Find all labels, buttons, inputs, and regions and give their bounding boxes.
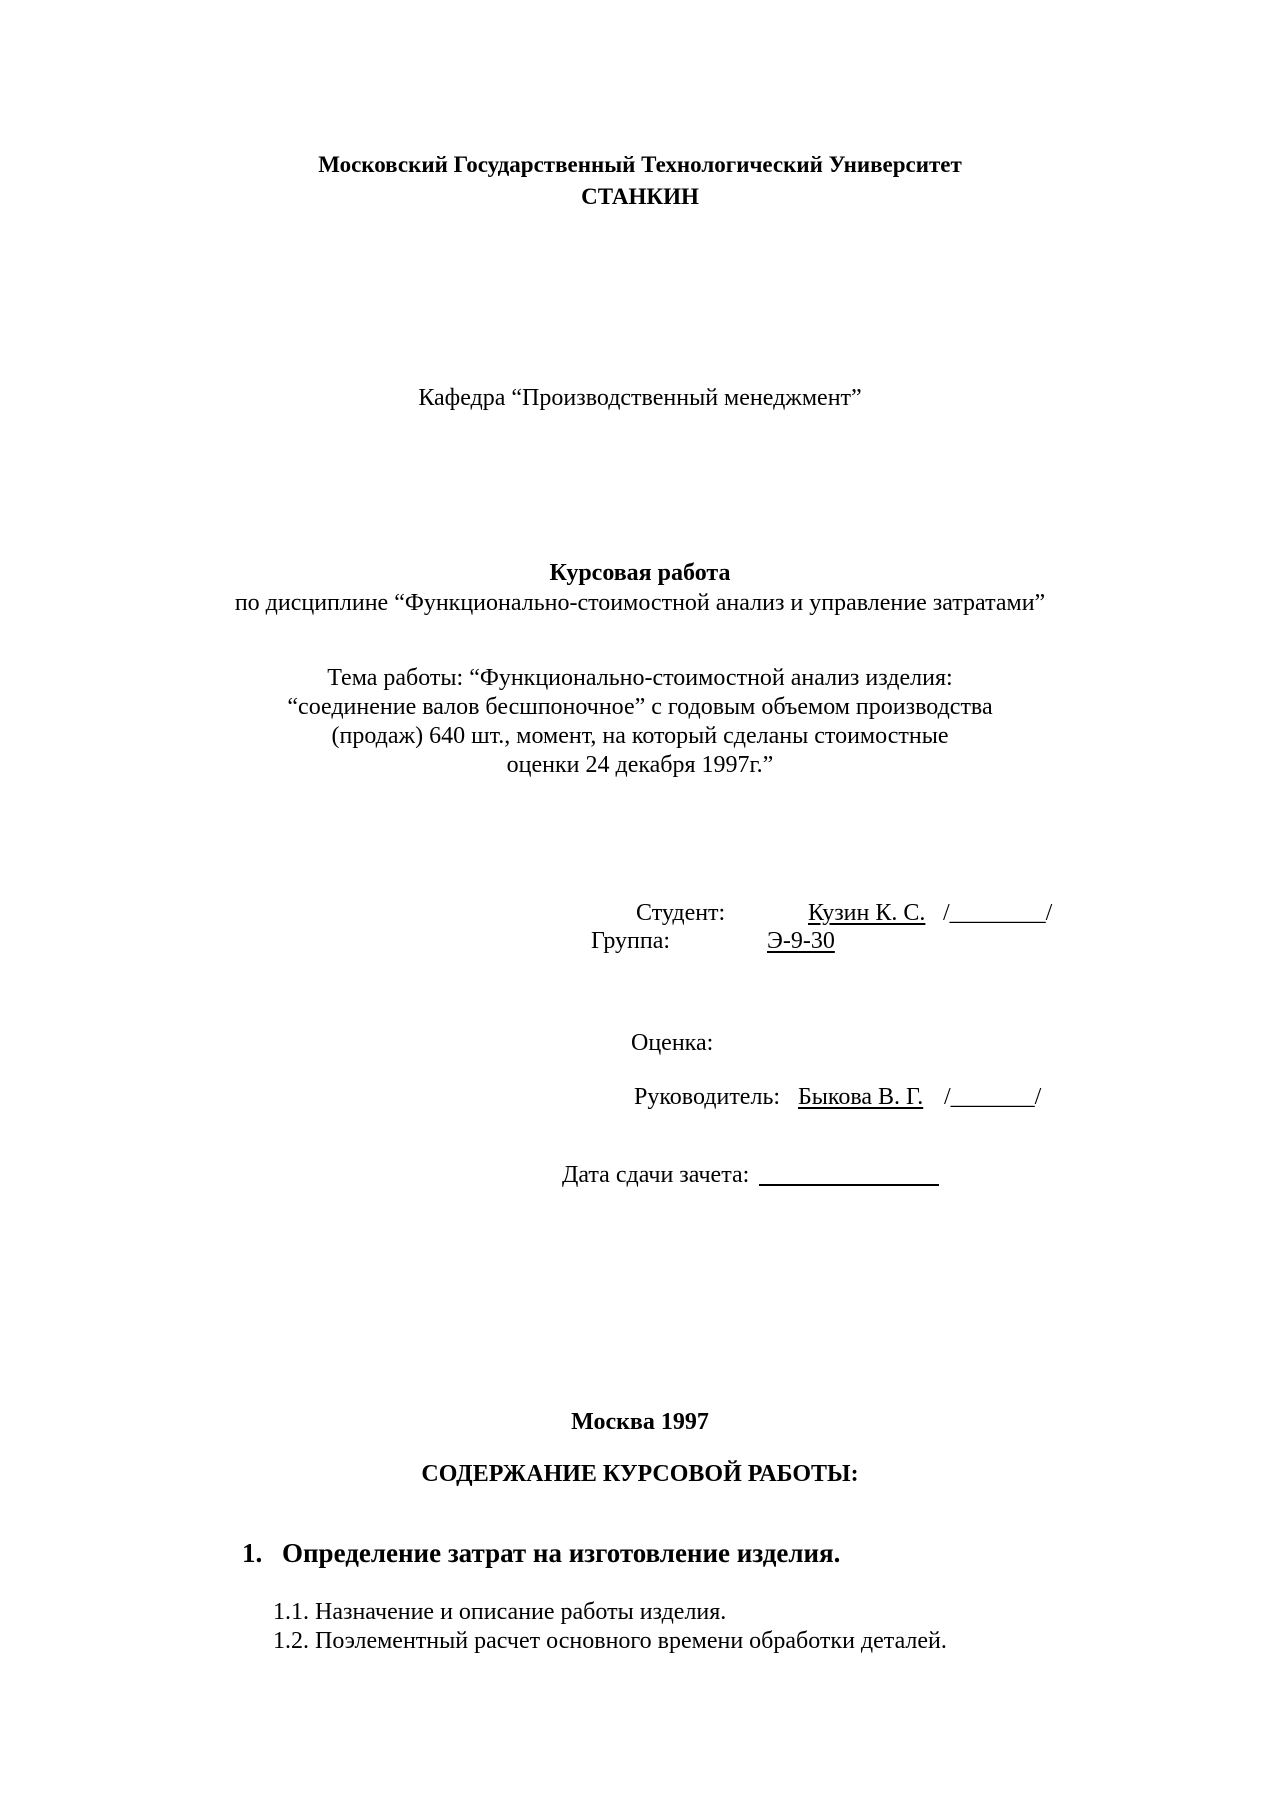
contents-title: СОДЕРЖАНИЕ КУРСОВОЙ РАБОТЫ:	[421, 1461, 859, 1487]
list-item-number: 1.2.	[273, 1628, 309, 1654]
student-name: Кузин К. С.	[808, 900, 926, 926]
department-name: Кафедра “Производственный менеджмент”	[418, 385, 862, 411]
section-number: 1.	[242, 1538, 263, 1568]
topic-line: Тема работы: “Функционально-стоимостной анализ изделия:	[327, 665, 953, 691]
topic-line: “соединение валов бесшпоночное” с годовым объемом производства	[287, 694, 993, 720]
supervisor-name: Быкова В. Г.	[798, 1084, 924, 1110]
group-value: Э-9-30	[767, 928, 835, 954]
discipline-line: по дисциплине “Функционально-стоимостной анализ и управление затратами”	[234, 590, 1046, 616]
list-item-number: 1.1.	[273, 1599, 309, 1625]
work-type: Курсовая работа	[549, 560, 731, 586]
submission-date-label: Дата сдачи зачета:	[562, 1162, 750, 1188]
submission-date-blank	[759, 1184, 939, 1186]
list-item	[273, 1626, 947, 1656]
student-signature-line: /________/	[943, 900, 1053, 926]
supervisor-signature-line: /_______/	[944, 1084, 1042, 1110]
supervisor-label: Руководитель:	[634, 1084, 781, 1110]
topic-line: (продаж) 640 шт., момент, на который сделаны стоимостные	[331, 723, 949, 749]
submission-date	[562, 1160, 939, 1190]
student-label: Студент:	[636, 900, 726, 926]
university-name: Московский Государственный Технологический Университет	[318, 152, 962, 177]
topic-line: оценки 24 декабря 1997г.”	[506, 752, 774, 778]
list-item	[273, 1597, 726, 1627]
group-label: Группа:	[591, 928, 671, 954]
list-item-text: Поэлементный расчет основного времени обработки деталей.	[315, 1628, 947, 1654]
grade-label: Оценка:	[631, 1030, 714, 1056]
university-short-name: СТАНКИН	[581, 184, 699, 209]
city-year: Москва 1997	[571, 1409, 709, 1435]
section-title: Определение затрат на изготовление изделия.	[282, 1538, 841, 1568]
list-item-text: Назначение и описание работы изделия.	[315, 1599, 727, 1625]
